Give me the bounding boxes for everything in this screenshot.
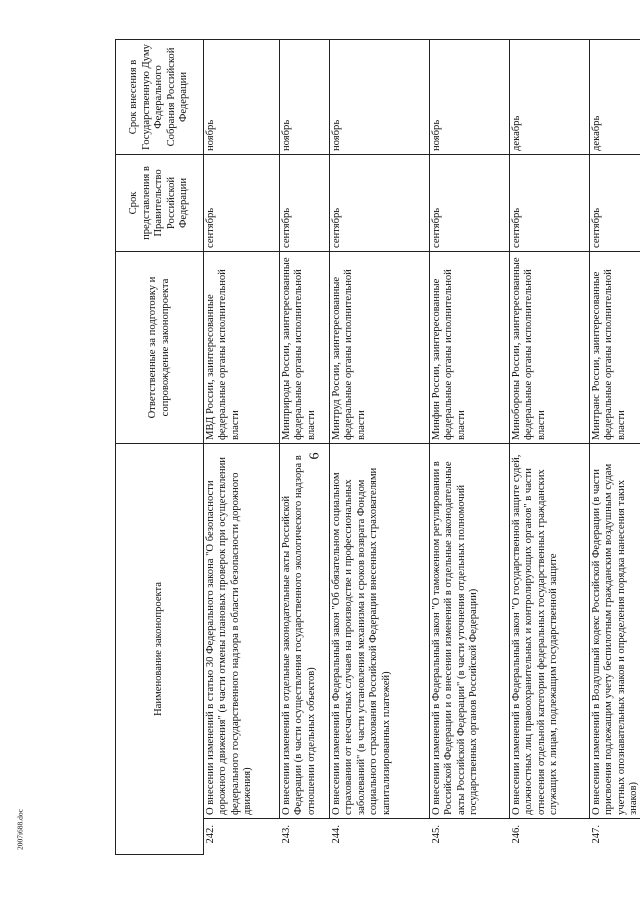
- header-submit-government: Срок представления в Правительство Российской Федерации: [116, 155, 204, 252]
- responsible-agency: Минприроды России, заинтересованные федеральные органы исполнительной власти: [280, 252, 330, 444]
- rotated-table-container: [115, 40, 640, 855]
- table-row: [590, 40, 640, 855]
- government-deadline: сентябрь: [430, 155, 510, 252]
- duma-deadline: декабрь: [590, 40, 640, 155]
- bill-name: О внесении изменений в отдельные законодательные акты Российской Федерации (в части осуществления государственного экологического надзора в отношении отдельных объектов): [280, 444, 330, 819]
- header-submit-duma: Срок внесения в Государственную Думу Федерального Собрания Российской Федерации: [116, 40, 204, 155]
- government-deadline: сентябрь: [510, 155, 590, 252]
- row-number: 247.: [590, 825, 602, 844]
- responsible-agency: МВД России, заинтересованные федеральные органы исполнительной власти: [204, 252, 280, 444]
- header-name: Наименование законопроекта: [116, 444, 204, 855]
- table-row: [204, 40, 280, 855]
- responsible-agency: Минтранс России, заинтересованные федеральные органы исполнительной власти: [590, 252, 640, 444]
- responsible-agency: Минфин России, заинтересованные федеральные органы исполнительной власти: [430, 252, 510, 444]
- bill-name: О внесении изменений в статью 30 Федерального закона "О безопасности дорожного движения" (в части отмены плановых проверок при осуществлении федерального государственного надзора в области безопасности дорожного движения): [204, 444, 280, 819]
- government-deadline: сентябрь: [204, 155, 280, 252]
- bill-name: О внесении изменений в Федеральный закон "Об обязательном социальном страховании от несчастных случаев на производстве и профессиональных заболеваний" (в части установления механизма и сроков возврата Фондом социального страхования Российской Федерации внесенных страхователями капитализированных платежей): [330, 444, 430, 819]
- bill-name: О внесении изменений в Федеральный закон "О государственной защите судей, должностных лиц правоохранительных и контролирующих органов" в части отнесения отдельной категории федеральных государственных гражданских служащих к лицам, подлежащим государственной защите: [510, 444, 590, 819]
- table-row: [280, 40, 330, 855]
- table-header-row: [116, 40, 204, 855]
- government-deadline: сентябрь: [330, 155, 430, 252]
- duma-deadline: декабрь: [510, 40, 590, 155]
- responsible-agency: Минобороны России, заинтересованные федеральные органы исполнительной власти: [510, 252, 590, 444]
- duma-deadline: ноябрь: [330, 40, 430, 155]
- row-number: 243.: [280, 825, 292, 844]
- row-number: 245.: [430, 825, 442, 844]
- government-deadline: сентябрь: [280, 155, 330, 252]
- table-row: [330, 40, 430, 855]
- government-deadline: сентябрь: [590, 155, 640, 252]
- bill-name: О внесении изменений в Федеральный закон "О таможенном регулировании в Российской Федерации и о внесении изменений в отдельные законодательные акты Российской Федерации" (в части уточнения отдельных полномочий государственных органов Российской Федерации): [430, 444, 510, 819]
- row-number: 244.: [330, 825, 342, 844]
- table-row: [430, 40, 510, 855]
- row-number: 246.: [510, 825, 522, 844]
- duma-deadline: ноябрь: [204, 40, 280, 155]
- page-number: 6: [307, 452, 323, 460]
- duma-deadline: ноябрь: [280, 40, 330, 155]
- row-number: 242.: [205, 825, 216, 844]
- table-row: [510, 40, 590, 855]
- bills-table: [115, 39, 640, 855]
- file-name-footer: 2007i688.doc: [15, 808, 25, 851]
- header-responsible: Ответственные за подготовку и сопровождение законопроекта: [116, 252, 204, 444]
- duma-deadline: ноябрь: [430, 40, 510, 155]
- responsible-agency: Минтруд России, заинтересованные федеральные органы исполнительной власти: [330, 252, 430, 444]
- bill-name: О внесении изменений в Воздушный кодекс Российской Федерации (в части присвоения подлежащим учету беспилотным гражданским воздушным судам учетных опознавательных знаков и определения порядка нанесения таких знаков): [590, 444, 640, 819]
